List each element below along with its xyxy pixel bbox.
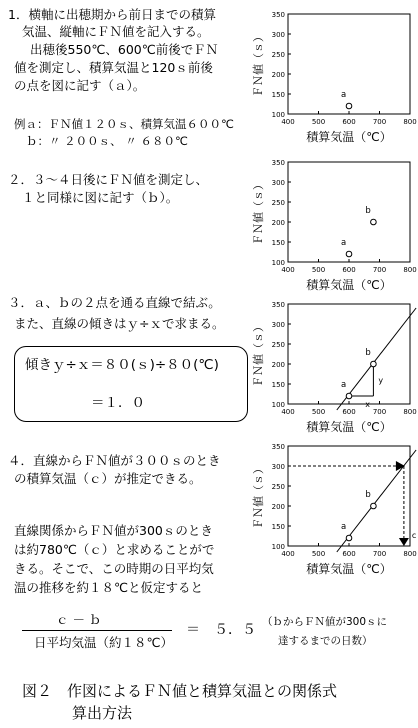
x-tick-label: 400 — [281, 118, 295, 126]
plot-frame — [288, 14, 410, 114]
y-tick-label: 250 — [271, 51, 285, 59]
slope-y-label: y — [378, 376, 384, 385]
example-b: ｂ：〃 ２００ｓ、 〃 ６８０℃ — [26, 134, 188, 148]
x-tick-label: 500 — [311, 408, 326, 416]
x-tick-label: 700 — [372, 550, 387, 558]
step3-line2: また、直線の傾きはｙ÷ｘで求まる。 — [14, 316, 225, 331]
y-tick-label: 100 — [271, 401, 285, 409]
arrow-down-head — [399, 538, 409, 546]
x-axis-label: 積算気温（℃） — [306, 420, 392, 434]
step4-para2: は約780℃（ｃ）と求めることがで — [14, 542, 215, 557]
x-tick-label: 600 — [342, 266, 356, 274]
x-tick-label: 500 — [311, 266, 326, 274]
chart-step4 — [250, 432, 418, 582]
data-point-a — [346, 103, 352, 109]
step4-line2: の積算気温（ｃ）が推定できる。 — [14, 471, 202, 486]
y-tick-label: 350 — [271, 11, 285, 19]
y-axis-label: ＦＮ値（ｓ） — [252, 31, 265, 97]
step3-line1: ３．ａ、ｂの２点を通る直線で結ぶ。 — [8, 295, 221, 310]
step4-para1: 直線関係からＦＮ値が300ｓのとき — [14, 523, 213, 538]
y-axis-label: ＦＮ値（ｓ） — [252, 321, 265, 387]
point-label-b: b — [365, 206, 371, 216]
y-tick-label: 150 — [271, 381, 285, 389]
point-label-a: a — [341, 238, 347, 248]
y-tick-label: 250 — [271, 199, 285, 207]
y-tick-label: 150 — [271, 523, 285, 531]
y-axis-label: ＦＮ値（ｓ） — [252, 179, 265, 245]
point-label-a: a — [341, 522, 347, 532]
point-label-b: b — [365, 348, 371, 358]
y-tick-label: 300 — [271, 31, 285, 39]
x-tick-label: 500 — [311, 550, 326, 558]
step4-para4: 温の推移を約１８℃と仮定すると — [14, 580, 204, 595]
plot-frame — [288, 446, 410, 546]
x-tick-label: 400 — [281, 550, 295, 558]
data-point-b — [371, 361, 377, 367]
x-tick-label: 700 — [372, 408, 387, 416]
y-tick-label: 300 — [271, 463, 285, 471]
x-tick-label: 500 — [311, 118, 326, 126]
y-tick-label: 300 — [271, 179, 285, 187]
step4-para3: きる。そこで、この時期の日平均気 — [14, 561, 214, 576]
y-tick-label: 100 — [271, 543, 285, 551]
plot-frame — [288, 162, 410, 262]
y-tick-label: 200 — [271, 503, 285, 511]
step1-line2: 気温、縦軸にＦＮ値を記入する。 — [22, 24, 210, 39]
figure-caption — [22, 680, 337, 724]
y-tick-label: 150 — [271, 91, 285, 99]
chart-step3 — [250, 290, 418, 440]
y-tick-label: 350 — [271, 443, 285, 451]
chart-step2 — [250, 148, 418, 298]
point-label-a: a — [341, 90, 347, 100]
y-axis-label: ＦＮ値（ｓ） — [252, 463, 265, 529]
caption-line1: 図２ 作図によるＦＮ値と積算気温との関係式 — [22, 682, 338, 700]
y-tick-label: 250 — [271, 341, 285, 349]
y-tick-label: 100 — [271, 111, 285, 119]
x-axis-label: 積算気温（℃） — [306, 562, 392, 576]
y-tick-label: 200 — [271, 219, 285, 227]
data-point-a — [346, 535, 352, 541]
x-tick-label: 800 — [403, 266, 417, 274]
x-tick-label: 700 — [372, 266, 387, 274]
step2-line1: ２．３～４日後にＦＮ値を測定し、 — [8, 172, 209, 187]
example-a: 例ａ：ＦＮ値１２０ｓ、積算気温６００℃ — [14, 117, 234, 131]
step1-line1: 1．横軸に出穂期から前日までの積算 — [8, 7, 216, 22]
point-label-a: a — [341, 380, 347, 390]
x-tick-label: 800 — [403, 550, 417, 558]
y-tick-label: 150 — [271, 239, 285, 247]
x-tick-label: 600 — [342, 408, 356, 416]
fraction-line — [22, 630, 172, 631]
y-tick-label: 300 — [271, 321, 285, 329]
formula-note-2: 達するまでの日数） — [278, 635, 373, 647]
x-tick-label: 400 — [281, 266, 295, 274]
y-tick-label: 200 — [271, 71, 285, 79]
y-tick-label: 200 — [271, 361, 285, 369]
plot-frame — [288, 304, 410, 404]
step1-line3: 出穂後550℃、600℃前後でＦＮ — [30, 42, 219, 57]
chart-step1 — [250, 0, 418, 150]
x-tick-label: 400 — [281, 408, 295, 416]
y-tick-label: 350 — [271, 159, 285, 167]
step4-line1: ４．直線からＦＮ値が３００ｓのとき — [8, 453, 221, 468]
x-tick-label: 600 — [342, 550, 356, 558]
step2-line2: １と同様に図に記す（ｂ）。 — [22, 190, 179, 205]
point-label-b: b — [365, 490, 371, 500]
formula-note-1: （ｂからＦＮ値が300ｓに — [262, 616, 388, 628]
formula-denominator: 日平均気温（約１８℃） — [34, 635, 174, 650]
x-axis-label: 積算気温（℃） — [306, 278, 392, 292]
x-tick-label: 800 — [403, 118, 417, 126]
data-point-a — [346, 251, 352, 257]
slope-box — [14, 346, 248, 422]
slope-result: ＝１．０ — [91, 395, 145, 411]
x-tick-label: 700 — [372, 118, 387, 126]
step1-line5: の点を図に記す（ａ）。 — [14, 78, 146, 93]
caption-line2: 算出方法 — [72, 704, 133, 722]
x-tick-label: 800 — [403, 408, 417, 416]
y-tick-label: 250 — [271, 483, 285, 491]
data-point-b — [371, 219, 377, 225]
x-tick-label: 600 — [342, 118, 356, 126]
slope-formula: 傾きｙ÷ｘ＝８０(ｓ)÷８０(℃) — [25, 357, 219, 373]
data-point-a — [346, 393, 352, 399]
y-tick-label: 350 — [271, 301, 285, 309]
slope-x-label: x — [365, 400, 370, 409]
data-point-b — [371, 503, 377, 509]
formula-result: ＝ ５．５ — [186, 622, 256, 638]
formula-numerator: ｃ － ｂ — [56, 612, 102, 627]
x-axis-label: 積算気温（℃） — [306, 130, 392, 144]
step1-line4: 値を測定し、積算気温と120ｓ前後 — [14, 60, 213, 75]
y-tick-label: 100 — [271, 259, 285, 267]
point-c-label: c — [411, 531, 417, 540]
